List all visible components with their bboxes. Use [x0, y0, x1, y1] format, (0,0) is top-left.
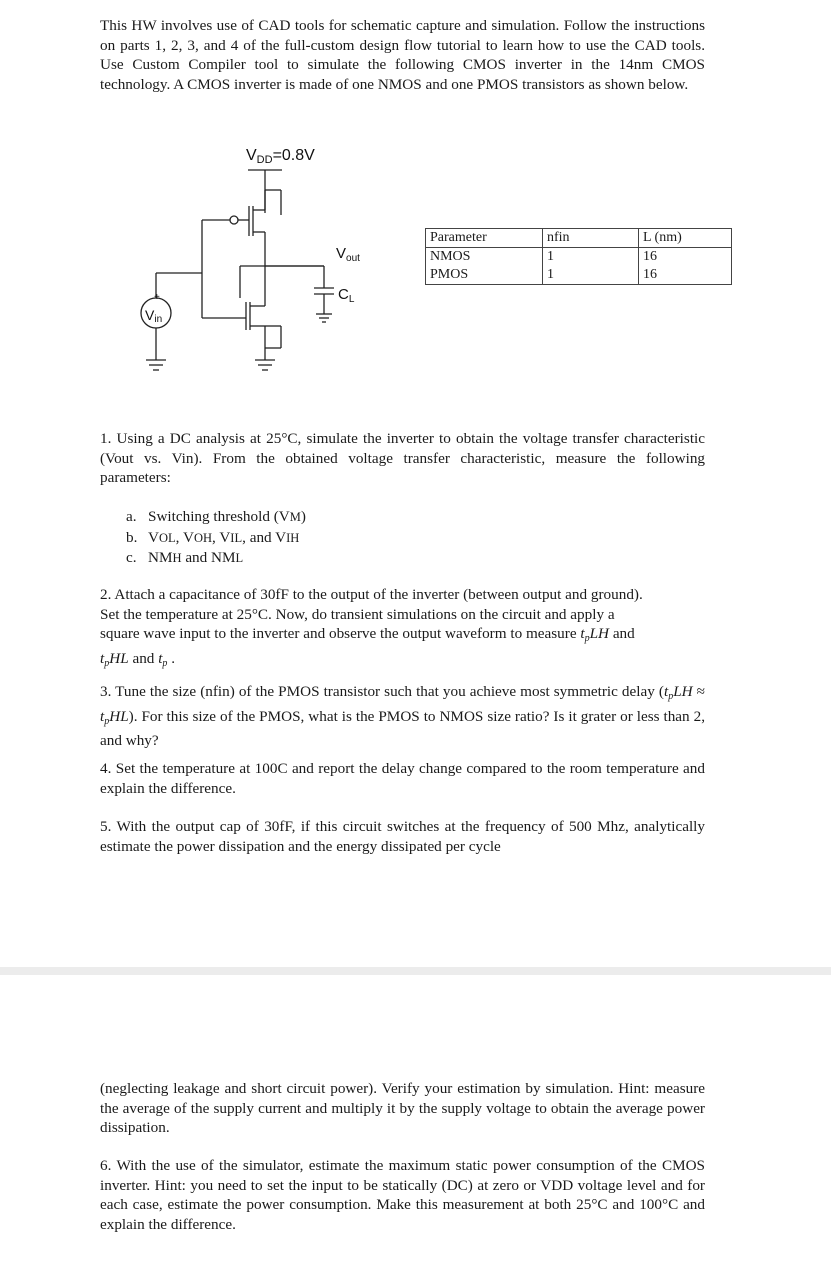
table-cell: PMOS — [426, 266, 543, 285]
table-row — [426, 248, 732, 267]
vdd-label: VDD=0.8V — [246, 147, 315, 166]
table-row — [426, 266, 732, 285]
cl-label: $C_L$ — [338, 286, 355, 305]
table-cell: NMOS — [426, 248, 543, 267]
question-5-continued: (neglecting leakage and short circuit power). Verify your estimation by simulation. Hint: measure the average of the supply current and multiply it by the supply voltage to obtain the average power dissipation. — [100, 1080, 705, 1136]
table-cell: 1 — [543, 266, 639, 285]
question-2: 2. Attach a capacitance of 30fF to the output of the inverter (between output and ground). Set the temperature at 25°C. Now, do transient simulations on the circuit and apply a square wave input to the inverter and observe the output waveform to measure $t_pLH$ and $t_pHL$ and $t_p$ . — [100, 586, 643, 669]
list-item: c. NMH and NML — [126, 549, 244, 566]
list-item: b. VOL, VOH, VIL, and VIH — [126, 528, 300, 546]
plus-sign: + — [154, 292, 160, 303]
question-6: 6. With the use of the simulator, estimate the maximum static power consumption of the CMOS inverter. Hint: you need to set the input to be statically (DC) at zero or VDD voltage level and for each case, estimate the power consumption. Make this measurement at both 25°C and 100°C and explain the difference. — [100, 1157, 705, 1233]
question-5: 5. With the output cap of 30fF, if this circuit switches at the frequency of 500 Mhz, analytically estimate the power dissipation and the energy dissipated per cycle — [100, 818, 705, 855]
question-4: 4. Set the temperature at 100C and report the delay change compared to the room temperature and explain the difference. — [100, 760, 705, 797]
question-1: 1. Using a DC analysis at 25°C, simulate the inverter to obtain the voltage transfer characteristic (Vout vs. Vin). From the obtained voltage transfer characteristic, measure the following parameters: — [100, 430, 705, 486]
question-3: 3. Tune the size (nfin) of the PMOS transistor such that you achieve most symmetric delay $(t_pLH \approx t_pHL)$. For this size of the PMOS, what is the PMOS to NMOS size ratio? Is it grater or less than 2, and why? — [100, 683, 706, 749]
vout-label: $V_{out}$ — [336, 245, 360, 264]
table-header-row — [426, 229, 732, 248]
table-header: nfin — [543, 229, 639, 248]
list-item: a. Switching threshold (VM) — [126, 508, 306, 525]
table-cell: 16 — [639, 248, 732, 267]
table-cell: 16 — [639, 266, 732, 285]
page-divider — [0, 967, 831, 975]
vin-label: Vin — [145, 307, 163, 325]
question-1-list — [126, 507, 306, 569]
table-header: L (nm) — [639, 229, 732, 248]
table-header: Parameter — [426, 229, 543, 248]
intro-paragraph: This HW involves use of CAD tools for schematic capture and simulation. Follow the instructions on parts 1, 2, 3, and 4 of the full-custom design flow tutorial to learn how to use the CAD tools. Use Custom Compiler tool to simulate the following CMOS inverter in the 14nm CMOS technology. A CMOS inverter is made of one NMOS and one PMOS transistors as shown below. — [100, 17, 705, 93]
table-cell: 1 — [543, 248, 639, 267]
transistor-parameter-table — [425, 228, 732, 285]
